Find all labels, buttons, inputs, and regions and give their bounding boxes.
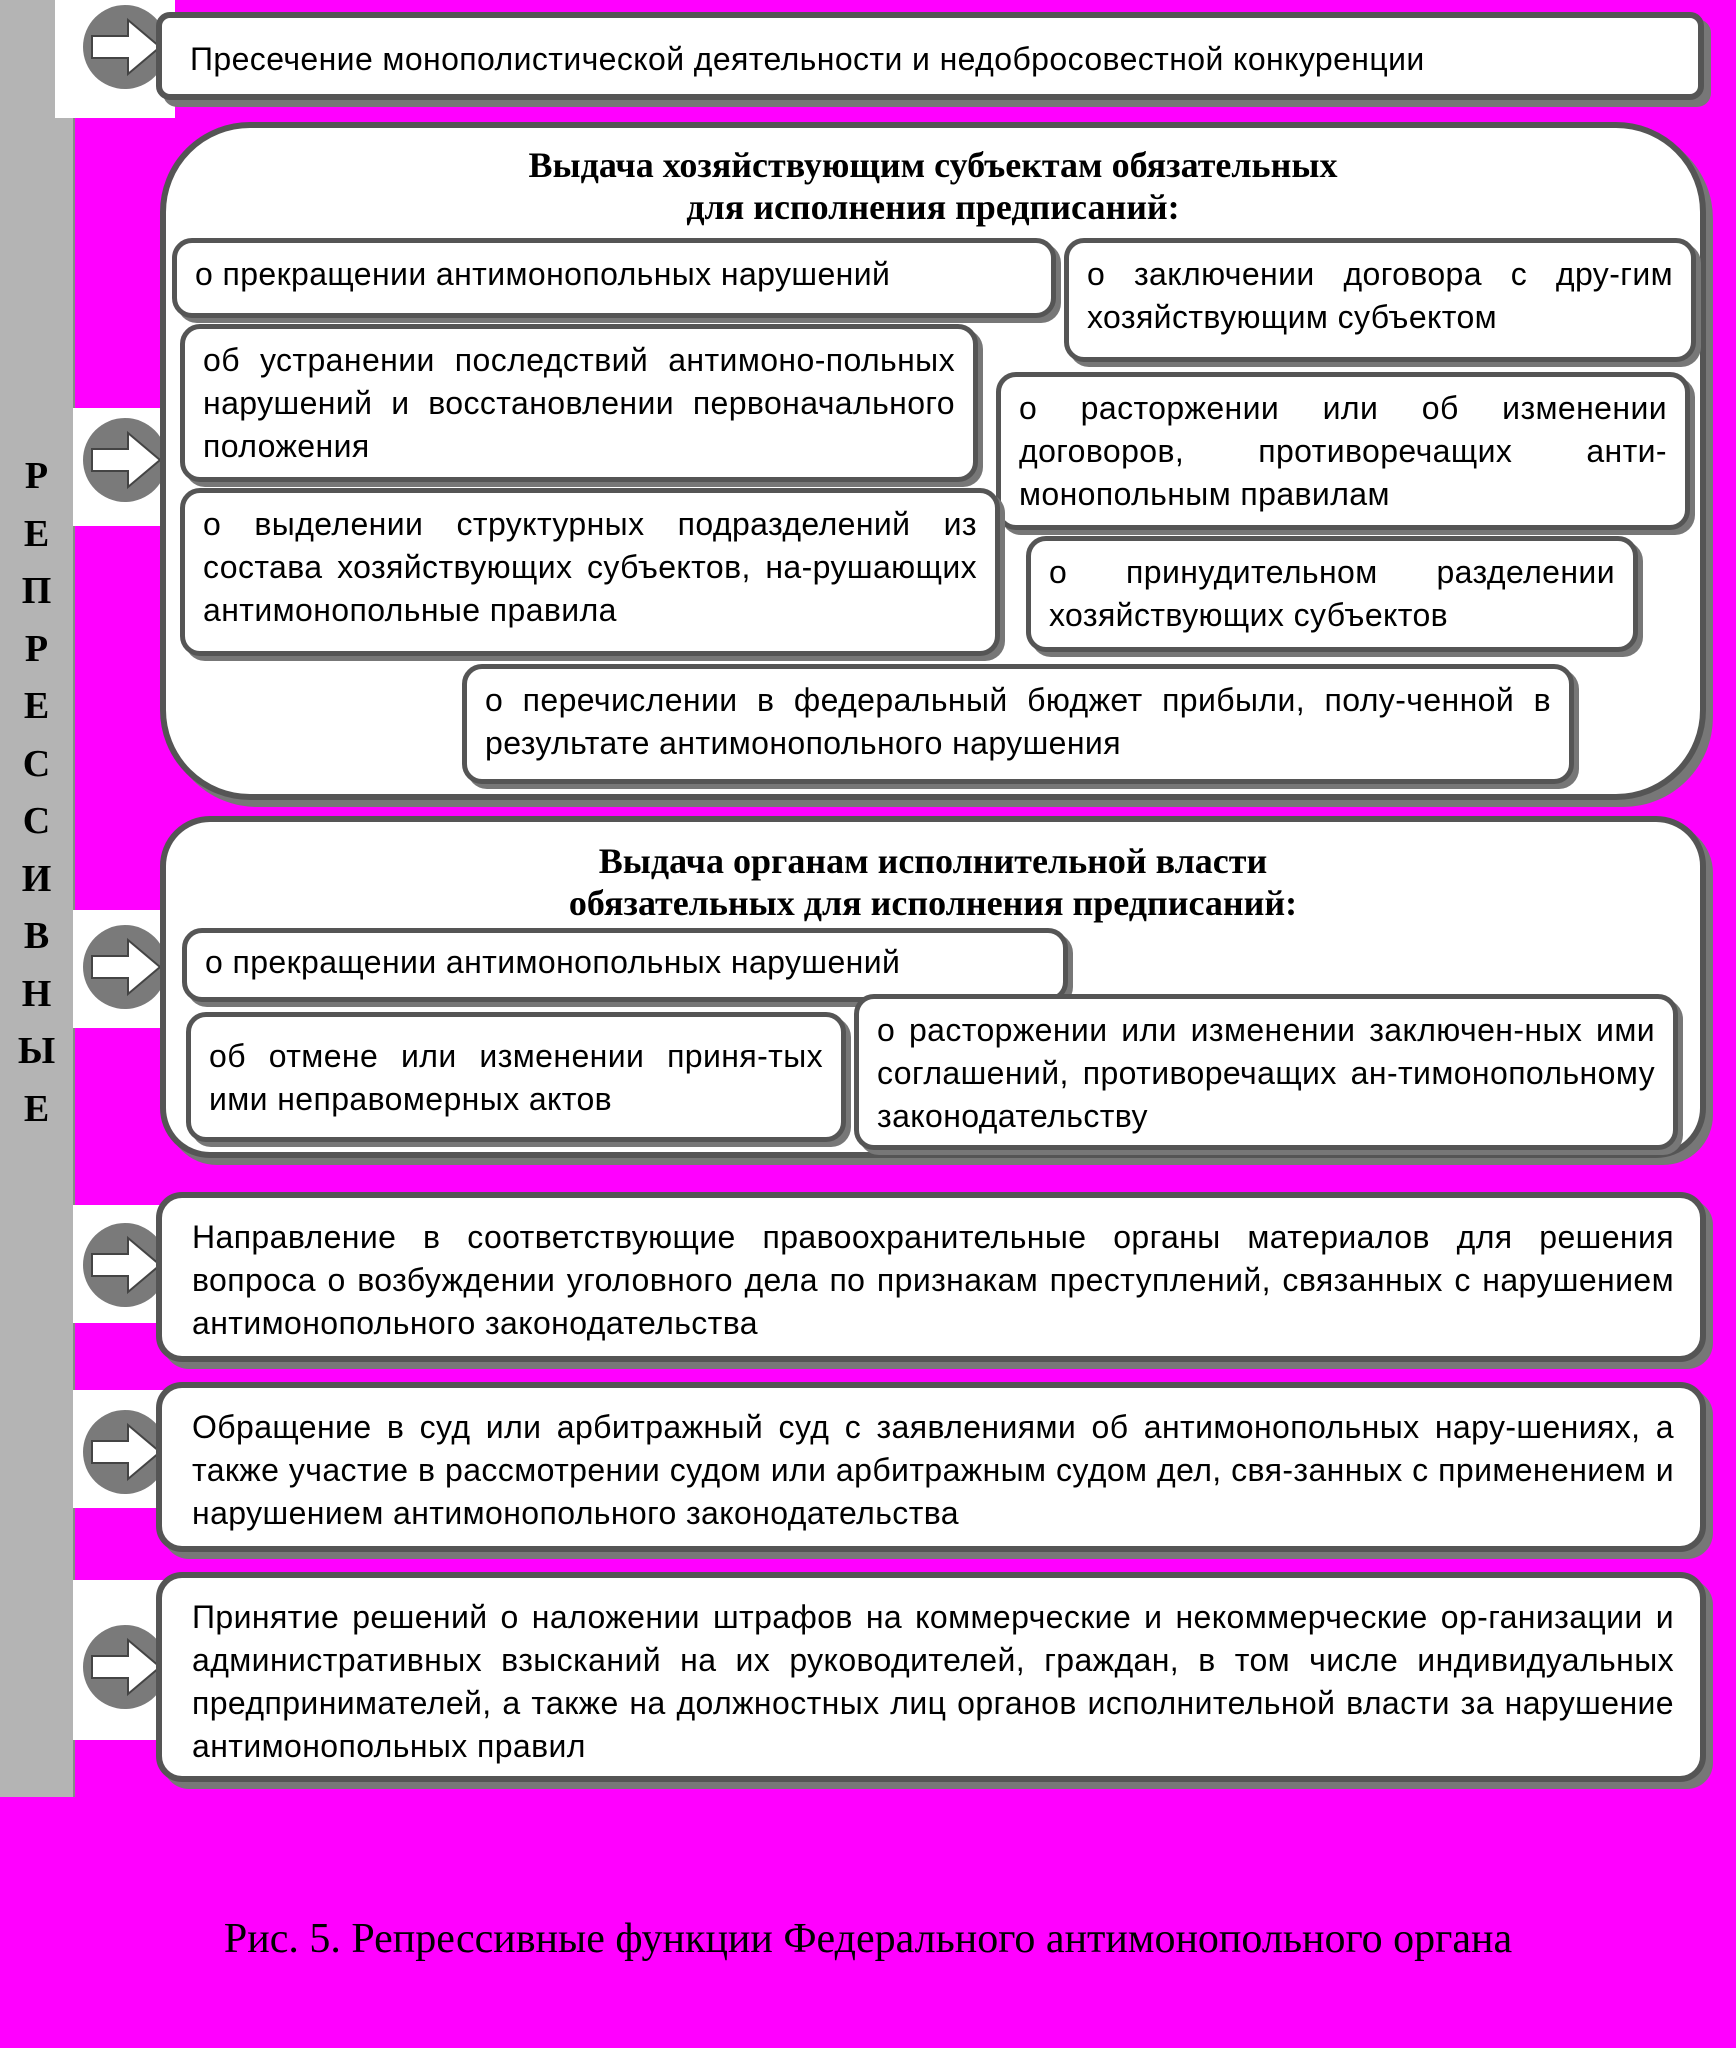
side-letter: Е [23,512,50,555]
item-suppression [156,12,1704,100]
group1-item-g: о перечислении в федеральный бюджет прибыли, полу-ченной в результате антимонопольного нарушения [462,664,1574,784]
side-letter: Р [24,455,49,497]
item-law-enforcement [156,1192,1706,1362]
group2-item-a: о прекращении антимонопольных нарушений [182,928,1068,1002]
group1-item-c: об устранении последствий антимоно-польных нарушений и восстановлении первоначального положения [180,324,978,482]
item-fines-text: Принятие решений о наложении штрафов на коммерческие и некоммерческие ор-ганизации и административных взысканий на их руководителей, граждан, в том числе индивидуальных предпринимателей, а также на должностных лиц органов исполнительной власти за нарушение антимонопольных правил [192,1599,1674,1764]
item-suppression-text: Пресечение монополистической деятельности и недобросовестной конкуренции [190,41,1425,77]
side-letter: С [22,742,51,785]
side-letter: Е [23,1087,50,1130]
group1-title-line2: для исполнения предписаний: [686,187,1180,227]
side-letter: П [21,570,52,612]
side-letter: Н [21,972,52,1015]
group1-item-e: о выделении структурных подразделений из состава хозяйствующих субъектов, на-рушающих антимонопольные правила [180,488,1000,656]
item-court-appeal-text: Обращение в суд или арбитражный суд с заявлениями об антимонопольных нару-шениях, а также участие в рассмотрении судом или арбитражным судом дел, свя-занных с применением и нарушением антимонопольного законодательства [192,1409,1674,1531]
group2-title-line2: обязательных для исполнения предписаний: [568,883,1298,923]
item-fines [156,1572,1706,1782]
side-letter: В [23,915,50,957]
item-court-appeal [156,1382,1706,1552]
side-letter: Е [23,685,50,727]
side-letter: Р [24,627,49,670]
group2-item-b: об отмене или изменении приня-тых ими неправомерных актов [186,1012,846,1142]
figure-caption: Рис. 5. Репрессивные функции Федерального антимонопольного органа [223,1916,1513,1962]
arrow-right-icon [80,415,170,505]
group2-title-line1: Выдача органам исполнительной власти [598,841,1268,881]
group1-item-a: о прекращении антимонопольных нарушений [172,238,1056,318]
group1-item-f: о принудительном разделении хозяйствующих субъектов [1026,536,1638,652]
side-label [0,448,73,1138]
side-letter: С [22,800,51,842]
group1-title-line1: Выдача хозяйствующим субъектам обязательных [528,145,1338,185]
group2-item-c: о расторжении или изменении заключен-ных ими соглашений, противоречащих ан-тимонопольному законодательству [854,994,1678,1150]
side-letter: И [21,857,52,900]
group1-item-d: о расторжении или об изменении договоров, противоречащих анти-монопольным правилам [996,372,1690,530]
side-letter: Ы [17,1030,56,1072]
item-law-enforcement-text: Направление в соответствующие правоохранительные органы материалов для решения вопроса о возбуждении уголовного дела по признакам преступлений, связанных с нарушением антимонопольного законодательства [192,1219,1674,1341]
side-label-bar [0,0,75,1797]
group1-item-b: о заключении договора с дру-гим хозяйствующим субъектом [1064,238,1696,362]
arrow-right-icon [80,922,170,1012]
